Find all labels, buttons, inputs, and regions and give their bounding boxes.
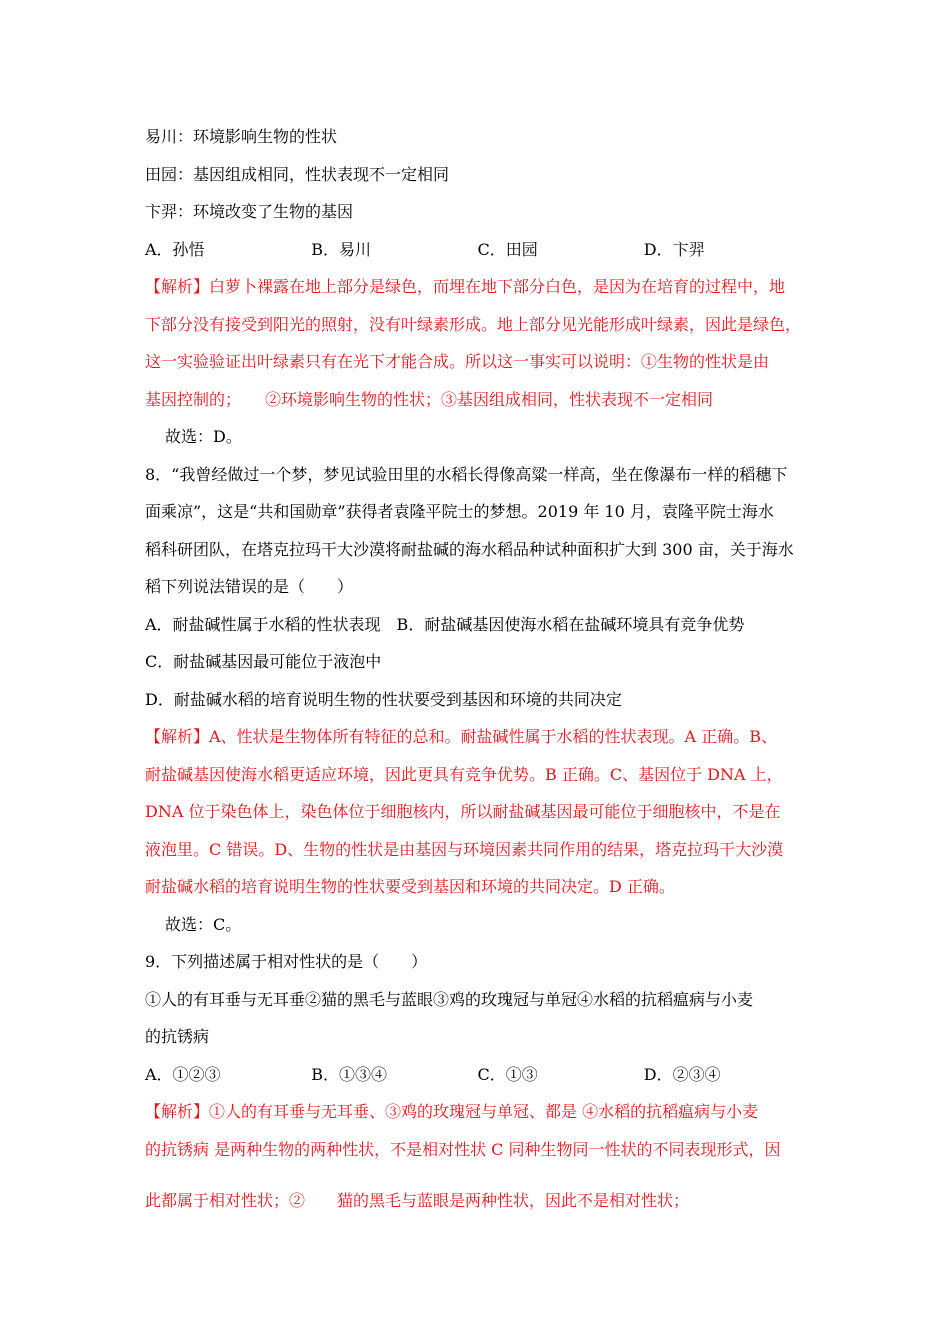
- q9-options: [145, 1056, 810, 1094]
- q7-analysis-line: 下部分没有接受到阳光的照射，没有叶绿素形成。地上部分见光能形成叶绿素，因此是绿色，: [145, 314, 802, 334]
- q7-statement: 卞羿：环境改变了生物的基因: [145, 202, 354, 221]
- q9-option-c: C．①③: [477, 1064, 538, 1084]
- q9-analysis-line: 【解析】①人的有耳垂与无耳垂、③鸡的玫瑰冠与单冠、都是 ④水稻的抗稻瘟病与小麦: [145, 1102, 759, 1121]
- q7-analysis-line: 基因控制的； ②环境影响生物的性状；③基因组成相同，性状表现不一定相同: [145, 389, 714, 409]
- q7-option-b: B．易川: [311, 239, 372, 259]
- q8-stem-line: 面乘凉”，这是“共和国勋章”获得者袁隆平院士的梦想。2019 年 10 月，袁隆平院士海水: [145, 502, 774, 521]
- q7-options: [145, 231, 810, 269]
- q9-analysis-line: 此都属于相对性状；② 猫的黑毛与蓝眼是两种性状，因此不是相对性状；: [145, 1191, 690, 1210]
- q8-analysis-line: 耐盐碱基因使海水稻更适应环境，因此更具有竞争优势。B 正确。C、基因位于 DNA 上，: [145, 764, 783, 784]
- q8-answer: 故选：C。: [165, 914, 242, 934]
- q8-option-line: A．耐盐碱性属于水稻的性状表现 B．耐盐碱基因使海水稻在盐碱环境具有竞争优势: [145, 614, 745, 634]
- q9-analysis-line: 的抗锈病 是两种生物的两种性状，不是相对性状 C 同种生物同一性状的不同表现形式，因: [145, 1139, 781, 1159]
- q8-analysis-line: DNA 位于染色体上，染色体位于细胞核内，所以耐盐碱基因最可能位于细胞核中，不是在: [145, 802, 781, 821]
- q9-option-b: B．①③④: [311, 1064, 388, 1084]
- q7-option-c: C．田园: [477, 239, 538, 259]
- q7-option-a: A．孙悟: [145, 239, 205, 259]
- q9-stem-line: 9．下列描述属于相对性状的是（ ）: [145, 952, 428, 971]
- q7-statement: 易川：环境影响生物的性状: [145, 127, 338, 146]
- q9-stem-line: 的抗锈病: [145, 1027, 210, 1046]
- q9-option-d: D．②③④: [643, 1064, 721, 1084]
- q8-analysis-line: 【解析】A、性状是生物体所有特征的总和。耐盐碱性属于水稻的性状表现。A 正确。B、: [145, 727, 777, 746]
- q8-stem-line: 稻科研团队，在塔克拉玛干大沙漠将耐盐碱的海水稻品种试种面积扩大到 300 亩，关于海水: [145, 539, 794, 559]
- q7-analysis-line: 【解析】白萝卜裸露在地上部分是绿色，而埋在地下部分白色，是因为在培育的过程中，地: [145, 277, 786, 296]
- q7-answer: 故选：D。: [165, 427, 242, 446]
- q7-analysis-line: 这一实验验证出叶绿素只有在光下才能合成。所以这一事实可以说明：①生物的性状是由: [145, 352, 770, 371]
- q8-option-line: D．耐盐碱水稻的培育说明生物的性状要受到基因和环境的共同决定: [145, 689, 622, 709]
- q8-stem-line: 8．“我曾经做过一个梦，梦见试验田里的水稻长得像高粱一样高，坐在像瀑布一样的稻穗下: [145, 464, 788, 484]
- q8-stem-line: 稻下列说法错误的是（ ）: [145, 577, 354, 596]
- q7-statement: 田园：基因组成相同，性状表现不一定相同: [145, 164, 450, 184]
- q8-analysis-line: 液泡里。C 错误。D、生物的性状是由基因与环境因素共同作用的结果，塔克拉玛干大沙漠: [145, 839, 784, 859]
- q8-analysis-line: 耐盐碱水稻的培育说明生物的性状要受到基因和环境的共同决定。D 正确。: [145, 877, 675, 896]
- q9-stem-line: ①人的有耳垂与无耳垂②猫的黑毛与蓝眼③鸡的玫瑰冠与单冠④水稻的抗稻瘟病与小麦: [145, 989, 754, 1009]
- q9-option-a: A．①②③: [145, 1064, 221, 1084]
- document-page: [145, 118, 810, 1220]
- q8-option-line: C．耐盐碱基因最可能位于液泡中: [145, 652, 382, 671]
- q7-option-d: D．卞羿: [643, 239, 705, 259]
